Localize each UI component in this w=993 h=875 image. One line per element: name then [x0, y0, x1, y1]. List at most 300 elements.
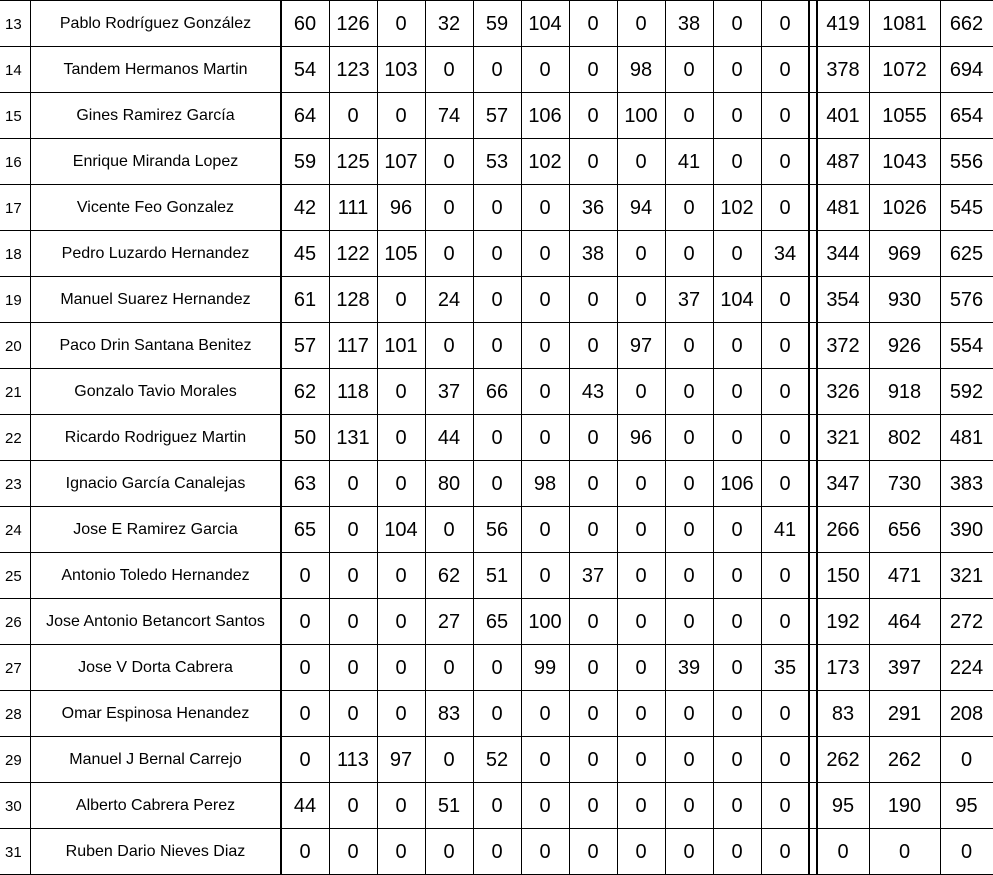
total-cell: 272	[949, 610, 984, 633]
score-cell: 98	[533, 472, 557, 495]
total-cell: 262	[826, 748, 860, 771]
score-cell: 0	[347, 702, 359, 725]
column-divider	[425, 0, 426, 875]
score-cell: 0	[395, 702, 407, 725]
score-cell: 0	[635, 840, 647, 863]
score-cell: 0	[491, 196, 503, 219]
total-cell: 354	[826, 288, 860, 311]
score-cell: 0	[635, 150, 647, 173]
score-cell: 0	[347, 656, 359, 679]
score-cell: 0	[491, 794, 503, 817]
total-cell: 694	[949, 58, 984, 81]
score-cell: 0	[779, 58, 791, 81]
total-cell: 926	[887, 334, 922, 357]
column-divider	[713, 0, 714, 875]
total-cell: 326	[826, 380, 860, 403]
score-cell: 96	[389, 196, 413, 219]
score-cell: 0	[779, 426, 791, 449]
column-divider	[377, 0, 378, 875]
total-cell: 397	[887, 656, 922, 679]
score-cell: 104	[720, 288, 754, 311]
score-cell: 0	[587, 794, 599, 817]
total-cell: 95	[955, 794, 978, 817]
score-cell: 0	[299, 840, 311, 863]
row-divider	[0, 736, 993, 737]
column-divider	[665, 0, 666, 875]
total-cell: 1043	[882, 150, 927, 173]
score-cell: 0	[683, 748, 695, 771]
score-cell: 0	[779, 334, 791, 357]
row-divider	[0, 184, 993, 185]
rank-cell: 19	[5, 291, 22, 309]
score-cell: 57	[293, 334, 317, 357]
total-cell: 208	[949, 702, 984, 725]
score-cell: 101	[384, 334, 418, 357]
player-name-cell: Alberto Cabrera Perez	[75, 797, 236, 814]
score-cell: 113	[337, 748, 369, 771]
row-divider	[0, 414, 993, 415]
row-divider	[0, 138, 993, 139]
rank-cell: 29	[5, 751, 22, 769]
score-cell: 83	[437, 702, 461, 725]
row-divider	[0, 828, 993, 829]
score-cell: 0	[635, 12, 647, 35]
score-cell: 80	[437, 472, 461, 495]
score-cell: 118	[337, 380, 369, 403]
player-name-cell: Ignacio García Canalejas	[65, 475, 246, 492]
player-name-cell: Omar Espinosa Henandez	[61, 705, 250, 722]
column-divider	[869, 0, 870, 875]
score-cell: 0	[731, 656, 743, 679]
row-divider	[0, 690, 993, 691]
player-name-cell: Vicente Feo Gonzalez	[76, 199, 235, 216]
score-cell: 0	[683, 702, 695, 725]
rank-cell: 17	[5, 199, 22, 217]
player-name-cell: Antonio Toledo Hernandez	[61, 567, 250, 584]
score-cell: 0	[587, 58, 599, 81]
score-cell: 0	[395, 564, 407, 587]
score-cell: 0	[779, 288, 791, 311]
score-cell: 103	[384, 58, 418, 81]
score-cell: 0	[491, 702, 503, 725]
total-cell: 0	[960, 748, 973, 771]
total-cell: 918	[887, 380, 922, 403]
score-cell: 0	[491, 334, 503, 357]
score-cell: 64	[293, 104, 317, 127]
rank-cell: 31	[5, 843, 22, 861]
score-cell: 44	[437, 426, 461, 449]
score-cell: 0	[683, 794, 695, 817]
total-cell: 481	[826, 196, 860, 219]
score-cell: 56	[485, 518, 509, 541]
score-cell: 51	[485, 564, 509, 587]
rank-cell: 18	[5, 245, 22, 263]
score-cell: 102	[720, 196, 754, 219]
score-cell: 0	[683, 564, 695, 587]
score-cell: 37	[581, 564, 605, 587]
score-cell: 63	[293, 472, 317, 495]
total-cell: 321	[826, 426, 860, 449]
score-cell: 50	[293, 426, 317, 449]
table-row	[0, 1, 993, 47]
score-cell: 0	[395, 380, 407, 403]
table-row	[0, 461, 993, 507]
score-cell: 65	[293, 518, 317, 541]
score-cell: 0	[587, 288, 599, 311]
total-cell: 372	[826, 334, 860, 357]
score-cell: 0	[491, 242, 503, 265]
column-divider	[329, 0, 330, 875]
score-cell: 104	[384, 518, 418, 541]
score-cell: 0	[539, 564, 551, 587]
score-cell: 0	[731, 242, 743, 265]
table-row	[0, 323, 993, 369]
total-cell: 190	[887, 794, 922, 817]
score-cell: 32	[437, 12, 461, 35]
score-cell: 74	[437, 104, 461, 127]
score-cell: 0	[779, 472, 791, 495]
column-divider	[30, 0, 31, 875]
player-name-cell: Paco Drin Santana Benitez	[59, 337, 252, 354]
score-cell: 0	[491, 288, 503, 311]
score-cell: 0	[731, 840, 743, 863]
score-cell: 37	[437, 380, 461, 403]
score-cell: 0	[683, 242, 695, 265]
score-cell: 0	[683, 104, 695, 127]
score-cell: 0	[539, 58, 551, 81]
total-cell: 464	[887, 610, 922, 633]
total-cell: 654	[949, 104, 984, 127]
score-cell: 0	[779, 12, 791, 35]
score-cell: 0	[779, 610, 791, 633]
total-cell: 150	[826, 564, 860, 587]
player-name-cell: Gonzalo Tavio Morales	[74, 383, 237, 400]
total-cell: 1072	[882, 58, 927, 81]
score-cell: 0	[491, 58, 503, 81]
score-cell: 0	[539, 426, 551, 449]
table-row	[0, 185, 993, 231]
column-divider	[816, 0, 818, 875]
rank-cell: 16	[5, 153, 22, 171]
total-cell: 545	[949, 196, 984, 219]
score-cell: 97	[629, 334, 653, 357]
score-cell: 0	[443, 840, 455, 863]
rank-cell: 27	[5, 659, 22, 677]
score-cell: 0	[491, 426, 503, 449]
total-cell: 554	[949, 334, 984, 357]
total-cell: 656	[887, 518, 922, 541]
score-cell: 0	[299, 564, 311, 587]
score-cell: 0	[779, 104, 791, 127]
total-cell: 0	[960, 840, 973, 863]
score-cell: 0	[299, 656, 311, 679]
score-cell: 36	[581, 196, 605, 219]
rank-cell: 22	[5, 429, 22, 447]
table-row	[0, 507, 993, 553]
score-cell: 0	[731, 426, 743, 449]
row-divider	[0, 552, 993, 553]
score-cell: 0	[635, 610, 647, 633]
score-cell: 38	[581, 242, 605, 265]
score-cell: 107	[384, 150, 418, 173]
player-name-cell: Pablo Rodríguez González	[59, 15, 252, 32]
score-cell: 0	[587, 702, 599, 725]
score-cell: 0	[443, 518, 455, 541]
score-cell: 0	[491, 840, 503, 863]
score-cell: 94	[629, 196, 653, 219]
table-row	[0, 369, 993, 415]
score-cell: 66	[485, 380, 509, 403]
rank-cell: 24	[5, 521, 22, 539]
total-cell: 471	[887, 564, 922, 587]
row-divider	[0, 230, 993, 231]
table-row	[0, 691, 993, 737]
score-cell: 0	[731, 748, 743, 771]
total-cell: 291	[887, 702, 922, 725]
player-name-cell: Ricardo Rodriguez Martin	[64, 429, 247, 446]
score-cell: 0	[347, 794, 359, 817]
score-cell: 0	[683, 196, 695, 219]
score-cell: 0	[443, 196, 455, 219]
row-divider	[0, 460, 993, 461]
score-cell: 27	[437, 610, 461, 633]
score-cell: 0	[731, 58, 743, 81]
score-cell: 0	[731, 150, 743, 173]
column-divider	[473, 0, 474, 875]
score-cell: 0	[347, 610, 359, 633]
total-cell: 344	[826, 242, 860, 265]
score-cell: 0	[539, 380, 551, 403]
score-cell: 0	[635, 380, 647, 403]
total-cell: 419	[826, 12, 860, 35]
score-cell: 0	[779, 794, 791, 817]
score-cell: 52	[485, 748, 509, 771]
score-cell: 126	[336, 12, 370, 35]
score-cell: 37	[677, 288, 701, 311]
score-cell: 0	[635, 656, 647, 679]
score-cell: 0	[395, 104, 407, 127]
table-row	[0, 553, 993, 599]
rank-cell: 28	[5, 705, 22, 723]
row-divider	[0, 644, 993, 645]
total-cell: 95	[831, 794, 855, 817]
table-row	[0, 93, 993, 139]
score-cell: 0	[683, 380, 695, 403]
score-cell: 43	[581, 380, 605, 403]
total-cell: 378	[826, 58, 860, 81]
score-cell: 0	[587, 334, 599, 357]
score-cell: 99	[533, 656, 557, 679]
score-cell: 0	[539, 288, 551, 311]
score-cell: 0	[347, 564, 359, 587]
score-cell: 0	[635, 288, 647, 311]
score-cell: 131	[336, 426, 370, 449]
score-cell: 0	[779, 196, 791, 219]
score-cell: 0	[731, 334, 743, 357]
player-name-cell: Ruben Dario Nieves Diaz	[65, 843, 246, 860]
score-cell: 35	[773, 656, 797, 679]
score-cell: 0	[395, 288, 407, 311]
table-row	[0, 139, 993, 185]
score-cell: 0	[731, 610, 743, 633]
player-name-cell: Enrique Miranda Lopez	[72, 153, 239, 170]
score-cell: 0	[347, 104, 359, 127]
rank-cell: 20	[5, 337, 22, 355]
score-cell: 125	[336, 150, 370, 173]
total-cell: 224	[949, 656, 984, 679]
score-cell: 65	[485, 610, 509, 633]
total-cell: 390	[949, 518, 984, 541]
column-gap	[811, 0, 815, 875]
score-cell: 105	[384, 242, 418, 265]
rank-cell: 25	[5, 567, 22, 585]
total-cell: 1081	[882, 12, 927, 35]
score-cell: 0	[347, 840, 359, 863]
score-cell: 45	[293, 242, 317, 265]
score-cell: 60	[293, 12, 317, 35]
score-cell: 24	[437, 288, 461, 311]
total-cell: 266	[826, 518, 860, 541]
table-row	[0, 599, 993, 645]
score-cell: 0	[347, 472, 359, 495]
rank-cell: 13	[5, 15, 22, 33]
score-cell: 0	[443, 150, 455, 173]
column-divider	[940, 0, 941, 875]
score-cell: 0	[539, 196, 551, 219]
score-cell: 111	[337, 196, 369, 219]
row-divider	[0, 0, 993, 1]
score-cell: 59	[293, 150, 317, 173]
score-cell: 106	[720, 472, 754, 495]
player-name-cell: Pedro Luzardo Hernandez	[61, 245, 250, 262]
score-cell: 0	[395, 610, 407, 633]
score-cell: 59	[485, 12, 509, 35]
score-cell: 38	[677, 12, 701, 35]
total-cell: 0	[898, 840, 911, 863]
table-row	[0, 645, 993, 691]
table-row	[0, 737, 993, 783]
table-row	[0, 47, 993, 93]
score-cell: 0	[635, 564, 647, 587]
score-cell: 54	[293, 58, 317, 81]
score-cell: 0	[587, 748, 599, 771]
score-cell: 0	[443, 656, 455, 679]
column-divider	[280, 0, 282, 875]
score-cell: 0	[731, 380, 743, 403]
score-cell: 117	[337, 334, 369, 357]
score-cell: 0	[587, 610, 599, 633]
score-cell: 0	[683, 334, 695, 357]
score-cell: 0	[587, 12, 599, 35]
score-cell: 34	[773, 242, 797, 265]
score-cell: 0	[587, 518, 599, 541]
table-row	[0, 277, 993, 323]
score-cell: 0	[731, 104, 743, 127]
score-cell: 0	[683, 610, 695, 633]
player-name-cell: Manuel Suarez Hernandez	[60, 291, 251, 308]
score-cell: 0	[539, 840, 551, 863]
score-cell: 62	[437, 564, 461, 587]
player-name-cell: Manuel J Bernal Carrejo	[69, 751, 242, 768]
score-cell: 0	[539, 702, 551, 725]
score-cell: 0	[587, 472, 599, 495]
score-cell: 0	[587, 150, 599, 173]
score-cell: 0	[395, 840, 407, 863]
row-divider	[0, 46, 993, 47]
total-cell: 625	[949, 242, 984, 265]
row-divider	[0, 368, 993, 369]
score-cell: 42	[293, 196, 317, 219]
score-cell: 96	[629, 426, 653, 449]
score-cell: 0	[683, 426, 695, 449]
score-cell: 0	[491, 656, 503, 679]
column-divider	[617, 0, 618, 875]
total-cell: 662	[949, 12, 984, 35]
table-row	[0, 783, 993, 829]
score-cell: 0	[683, 472, 695, 495]
score-cell: 0	[539, 794, 551, 817]
score-cell: 0	[779, 748, 791, 771]
column-divider	[808, 0, 810, 875]
total-cell: 576	[949, 288, 984, 311]
score-cell: 0	[539, 334, 551, 357]
score-cell: 0	[635, 702, 647, 725]
score-cell: 41	[773, 518, 797, 541]
score-cell: 0	[731, 564, 743, 587]
score-cell: 0	[587, 840, 599, 863]
table-row	[0, 231, 993, 277]
score-cell: 39	[677, 656, 701, 679]
score-cell: 122	[336, 242, 370, 265]
total-cell: 173	[826, 656, 860, 679]
total-cell: 481	[949, 426, 984, 449]
score-cell: 0	[539, 242, 551, 265]
score-cell: 0	[779, 564, 791, 587]
rank-cell: 21	[5, 383, 22, 401]
score-cell: 0	[443, 58, 455, 81]
row-divider	[0, 276, 993, 277]
row-divider	[0, 598, 993, 599]
total-cell: 321	[949, 564, 984, 587]
score-cell: 51	[437, 794, 461, 817]
score-cell: 0	[731, 702, 743, 725]
score-cell: 0	[731, 794, 743, 817]
score-cell: 0	[779, 702, 791, 725]
score-cell: 0	[731, 12, 743, 35]
score-cell: 41	[677, 150, 701, 173]
row-divider	[0, 782, 993, 783]
score-cell: 0	[443, 242, 455, 265]
score-cell: 104	[528, 12, 562, 35]
total-cell: 802	[887, 426, 922, 449]
player-name-cell: Gines Ramirez García	[76, 107, 235, 124]
score-cell: 0	[779, 150, 791, 173]
score-cell: 62	[293, 380, 317, 403]
score-cell: 0	[779, 380, 791, 403]
score-cell: 100	[624, 104, 658, 127]
row-divider	[0, 506, 993, 507]
score-cell: 0	[395, 794, 407, 817]
total-cell: 1026	[882, 196, 927, 219]
total-cell: 262	[887, 748, 922, 771]
score-cell: 0	[299, 702, 311, 725]
row-divider	[0, 92, 993, 93]
total-cell: 487	[826, 150, 860, 173]
score-cell: 0	[779, 840, 791, 863]
score-cell: 97	[389, 748, 413, 771]
score-cell: 106	[528, 104, 562, 127]
score-cell: 0	[587, 426, 599, 449]
